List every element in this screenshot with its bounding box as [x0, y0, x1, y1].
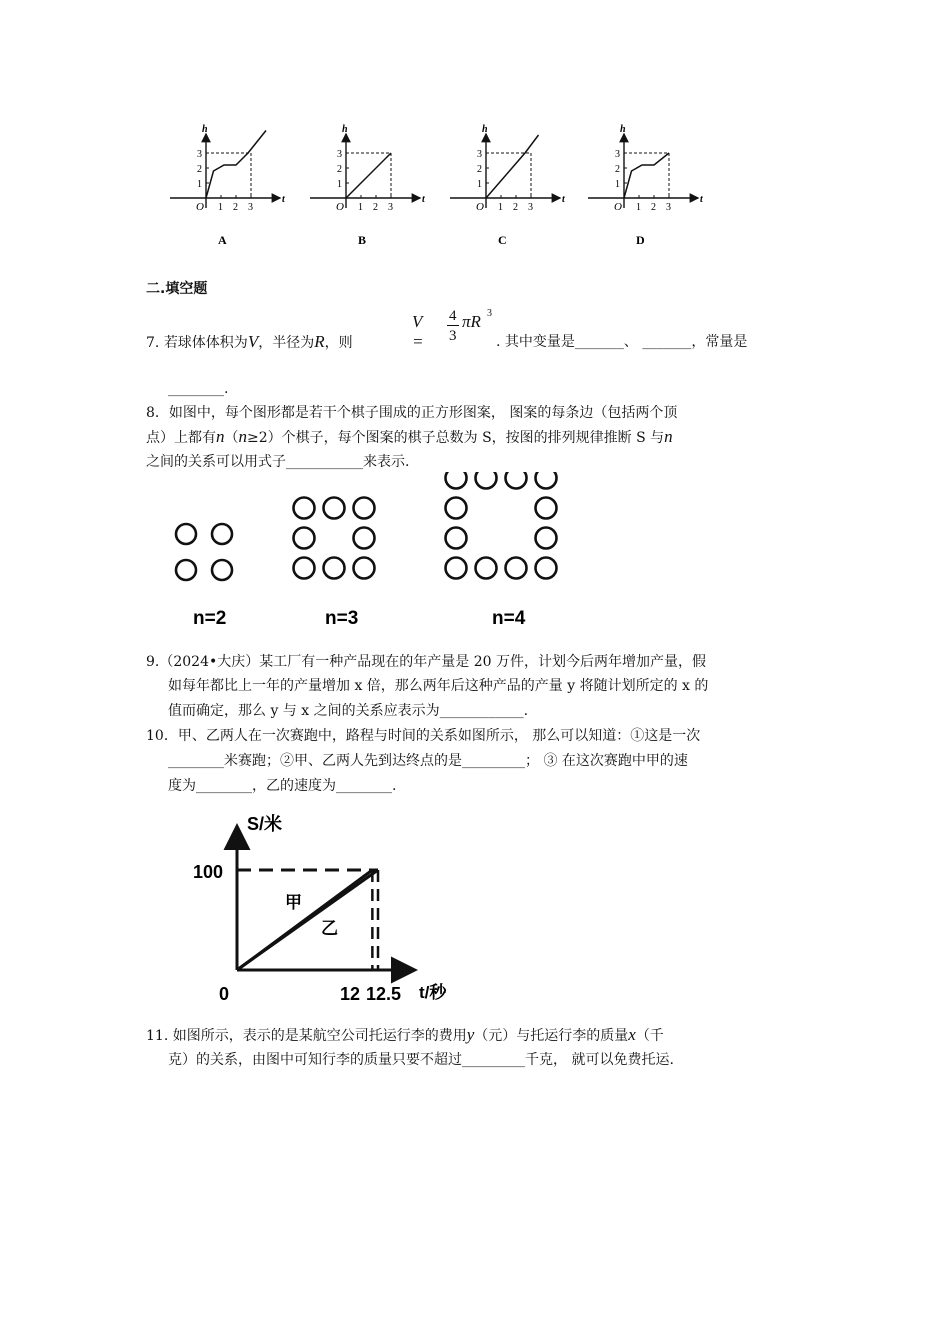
formula-denominator: 3: [449, 328, 457, 344]
q7-var-v: V: [247, 332, 259, 351]
h-axis-label: h: [202, 124, 208, 135]
section-title: 二.填空题: [146, 281, 208, 297]
q9-line1: 9.（2024•大庆）某工厂有一种产品现在的年产量是 20 万件，计划今后两年增加产量，假: [146, 654, 706, 670]
q11-text-c: （千: [635, 1028, 664, 1044]
q8-line2: [146, 425, 673, 450]
h-axis-label: h: [342, 124, 348, 135]
race-origin: 0: [219, 984, 230, 1004]
q11-text-b: （元）与托运行李的质量: [474, 1028, 629, 1044]
x-tick-label: 1: [358, 202, 363, 213]
q8-line3: 之间的关系可以用式子___________来表示.: [146, 454, 410, 470]
y-tick-label: 2: [615, 164, 620, 175]
pattern-label-n4: n=4: [492, 608, 526, 629]
race-x-tick-12: 12: [340, 984, 361, 1004]
formula-numerator: 4: [449, 308, 457, 324]
q11-var-y: y: [466, 1025, 475, 1044]
chess-piece: [324, 498, 345, 519]
graph-b: [310, 124, 426, 247]
graph-c: [450, 124, 566, 247]
pattern-label-n3: n=3: [325, 608, 359, 629]
origin-label: O: [476, 201, 484, 213]
q8-var-n-3: n: [664, 427, 673, 446]
race-ylabel: S/米: [247, 814, 283, 834]
race-x-tick-12-5: 12.5: [366, 984, 402, 1004]
graph-curve: [206, 131, 266, 199]
graph-label: C: [498, 233, 507, 247]
chess-piece: [446, 498, 467, 519]
question-11: [146, 1023, 664, 1048]
q8-line2-b: （: [224, 430, 239, 446]
t-axis-label: t: [422, 194, 425, 205]
q8-line2-a: 点）上都有: [146, 430, 216, 446]
y-tick-label: 2: [477, 164, 482, 175]
x-tick-label: 3: [248, 202, 253, 213]
graph-a: [170, 124, 286, 247]
q7-text-a: 若球体体积为: [163, 335, 248, 351]
chess-piece: [476, 558, 497, 579]
graph-label: A: [218, 233, 227, 247]
x-tick-label: 2: [651, 202, 656, 213]
chess-piece: [446, 472, 467, 489]
chess-piece: [176, 560, 196, 580]
q7-var-r: R: [314, 332, 325, 351]
t-axis-label: t: [562, 194, 565, 205]
t-axis-label: t: [282, 194, 285, 205]
q10-line2: ________米赛跑；②甲、乙两人先到达终点的是_________； ③ 在这次赛跑中甲的速: [168, 753, 688, 769]
q11-text-a: 如图所示，表示的是某航空公司托运行李的费用: [168, 1028, 467, 1044]
x-tick-label: 3: [528, 202, 533, 213]
x-tick-label: 1: [498, 202, 503, 213]
q8-var-n-2: n: [238, 427, 247, 446]
graph-label: B: [358, 233, 367, 247]
race-series-yi-label: 乙: [321, 919, 338, 938]
y-tick-label: 2: [337, 164, 342, 175]
graph-d: [588, 124, 704, 247]
q10-line3: 度为________，乙的速度为________.: [168, 778, 397, 794]
y-tick-label: 1: [477, 179, 482, 190]
formula-rhs: πR: [462, 312, 481, 331]
q7-blank-line: ________.: [168, 381, 229, 397]
chess-piece: [446, 528, 467, 549]
q8-line1: 8．如图中，每个图形都是若干个棋子围成的正方形图案， 图案的每条边（包括两个顶: [146, 405, 678, 421]
graph-curve: [346, 153, 391, 198]
chess-piece: [294, 528, 315, 549]
origin-label: O: [336, 201, 344, 213]
q11-var-x: x: [628, 1025, 636, 1044]
x-tick-label: 2: [373, 202, 378, 213]
chess-patterns: [170, 472, 590, 637]
x-tick-label: 1: [636, 202, 641, 213]
chess-piece: [446, 558, 467, 579]
chess-piece: [354, 558, 375, 579]
origin-label: O: [196, 201, 204, 213]
chess-piece: [294, 558, 315, 579]
graph-label: D: [636, 233, 645, 247]
y-tick-label: 3: [615, 149, 620, 160]
formula-bar: [447, 325, 459, 326]
q9-line2: 如每年都比上一年的产量增加 x 倍，那么两年后这种产品的产量 y 将随计划所定的 x 的: [168, 678, 709, 694]
chess-piece: [212, 560, 232, 580]
q7-text-d: . 其中变量是_______、 _______，常量是: [496, 334, 748, 350]
race-y-tick-100: 100: [193, 862, 224, 882]
x-tick-label: 1: [218, 202, 223, 213]
formula-exponent: 3: [487, 308, 492, 319]
q11-number: 11.: [146, 1028, 169, 1044]
t-axis-label: t: [700, 194, 703, 205]
q7-text-c: ，则: [324, 335, 353, 351]
question-7: [146, 330, 353, 355]
x-tick-label: 3: [666, 202, 671, 213]
chess-piece: [536, 558, 557, 579]
y-tick-label: 2: [197, 164, 202, 175]
chess-piece: [536, 498, 557, 519]
chess-piece: [354, 528, 375, 549]
h-axis-label: h: [482, 124, 488, 135]
chess-piece: [294, 498, 315, 519]
race-chart: [185, 808, 475, 1008]
chess-piece: [176, 524, 196, 544]
race-line-yi: [237, 870, 378, 970]
x-tick-label: 2: [513, 202, 518, 213]
chess-piece: [324, 558, 345, 579]
q11-line2: 克）的关系，由图中可知行李的质量只要不超过_________千克， 就可以免费托运.: [168, 1052, 674, 1068]
chess-piece: [536, 528, 557, 549]
pattern-label-n2: n=2: [193, 608, 227, 629]
formula-lhs: V =: [412, 312, 424, 351]
race-xlabel: t/秒: [419, 983, 447, 1002]
q8-var-n: n: [216, 427, 225, 446]
q9-line3: 值而确定，那么 y 与 x 之间的关系应表示为____________.: [168, 703, 529, 719]
chess-piece: [506, 472, 527, 489]
q7-text-b: ，半径为: [258, 335, 315, 351]
chess-piece: [354, 498, 375, 519]
graph-curve: [624, 153, 669, 198]
y-tick-label: 3: [337, 149, 342, 160]
y-tick-label: 3: [477, 149, 482, 160]
chess-piece: [212, 524, 232, 544]
origin-label: O: [614, 201, 622, 213]
h-axis-label: h: [620, 124, 626, 135]
y-tick-label: 1: [615, 179, 620, 190]
y-tick-label: 1: [337, 179, 342, 190]
x-tick-label: 2: [233, 202, 238, 213]
race-series-jia-label: 甲: [285, 893, 302, 912]
y-tick-label: 3: [197, 149, 202, 160]
q10-line1: 10．甲、乙两人在一次赛跑中，路程与时间的关系如图所示， 那么可以知道：①这是一次: [146, 728, 701, 744]
q7-number: 7.: [146, 335, 160, 351]
y-tick-label: 1: [197, 179, 202, 190]
option-graphs: [160, 120, 720, 255]
chess-piece: [476, 472, 497, 489]
x-tick-label: 3: [388, 202, 393, 213]
chess-piece: [506, 558, 527, 579]
q8-line2-c: ≥2）个棋子，每个图案的棋子总数为 S，按图的排列规律推断 S 与: [247, 430, 665, 446]
chess-piece: [536, 472, 557, 489]
